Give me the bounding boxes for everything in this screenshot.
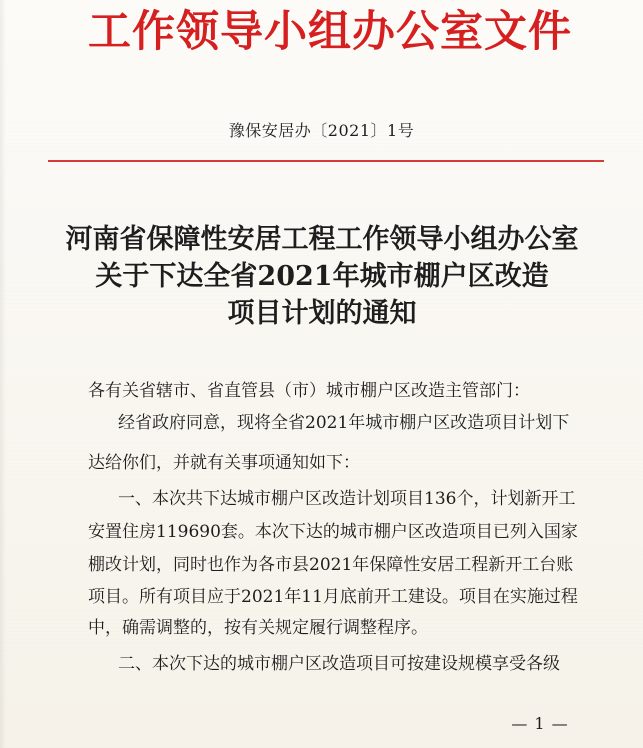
body-line-3: 一、本次共下达城市棚户区改造计划项目136个，计划新开工	[118, 489, 576, 509]
notice-title-line-1: 河南省保障性安居工程工作领导小组办公室	[65, 224, 579, 255]
body-line-2: 达给你们，并就有关事项通知如下：	[88, 453, 360, 473]
body-line-1: 经省政府同意，现将全省2021年城市棚户区改造项目计划下	[118, 413, 570, 433]
notice-title-line-2: 关于下达全省2021年城市棚户区改造	[95, 261, 549, 292]
body-line-4: 安置住房119690套。本次下达的城市棚户区改造项目已列入国家	[88, 522, 578, 542]
document-number: 豫保安居办〔2021〕1号	[228, 121, 415, 140]
notice-title	[52, 222, 592, 333]
body-line-6: 项目。所有项目应于2021年11月底前开工建设。项目在实施过程	[88, 587, 578, 607]
body-line-8: 二、本次下达的城市棚户区改造项目可按建设规模享受各级	[118, 654, 560, 674]
page-number: — 1 —	[511, 714, 569, 733]
notice-title-line-3: 项目计划的通知	[227, 298, 417, 329]
body-line-7: 中，确需调整的，按有关规定履行调整程序。	[88, 618, 428, 638]
page-edge-shadow	[0, 0, 6, 748]
document-header-title: 工作领导小组办公室文件	[88, 7, 572, 57]
red-divider-line	[48, 160, 604, 162]
body-line-5: 棚改计划，同时也作为各市县2021年保障性安居工程新开工台账	[88, 555, 574, 575]
salutation-line: 各有关省辖市、省直管县（市）城市棚户区改造主管部门：	[88, 381, 530, 401]
